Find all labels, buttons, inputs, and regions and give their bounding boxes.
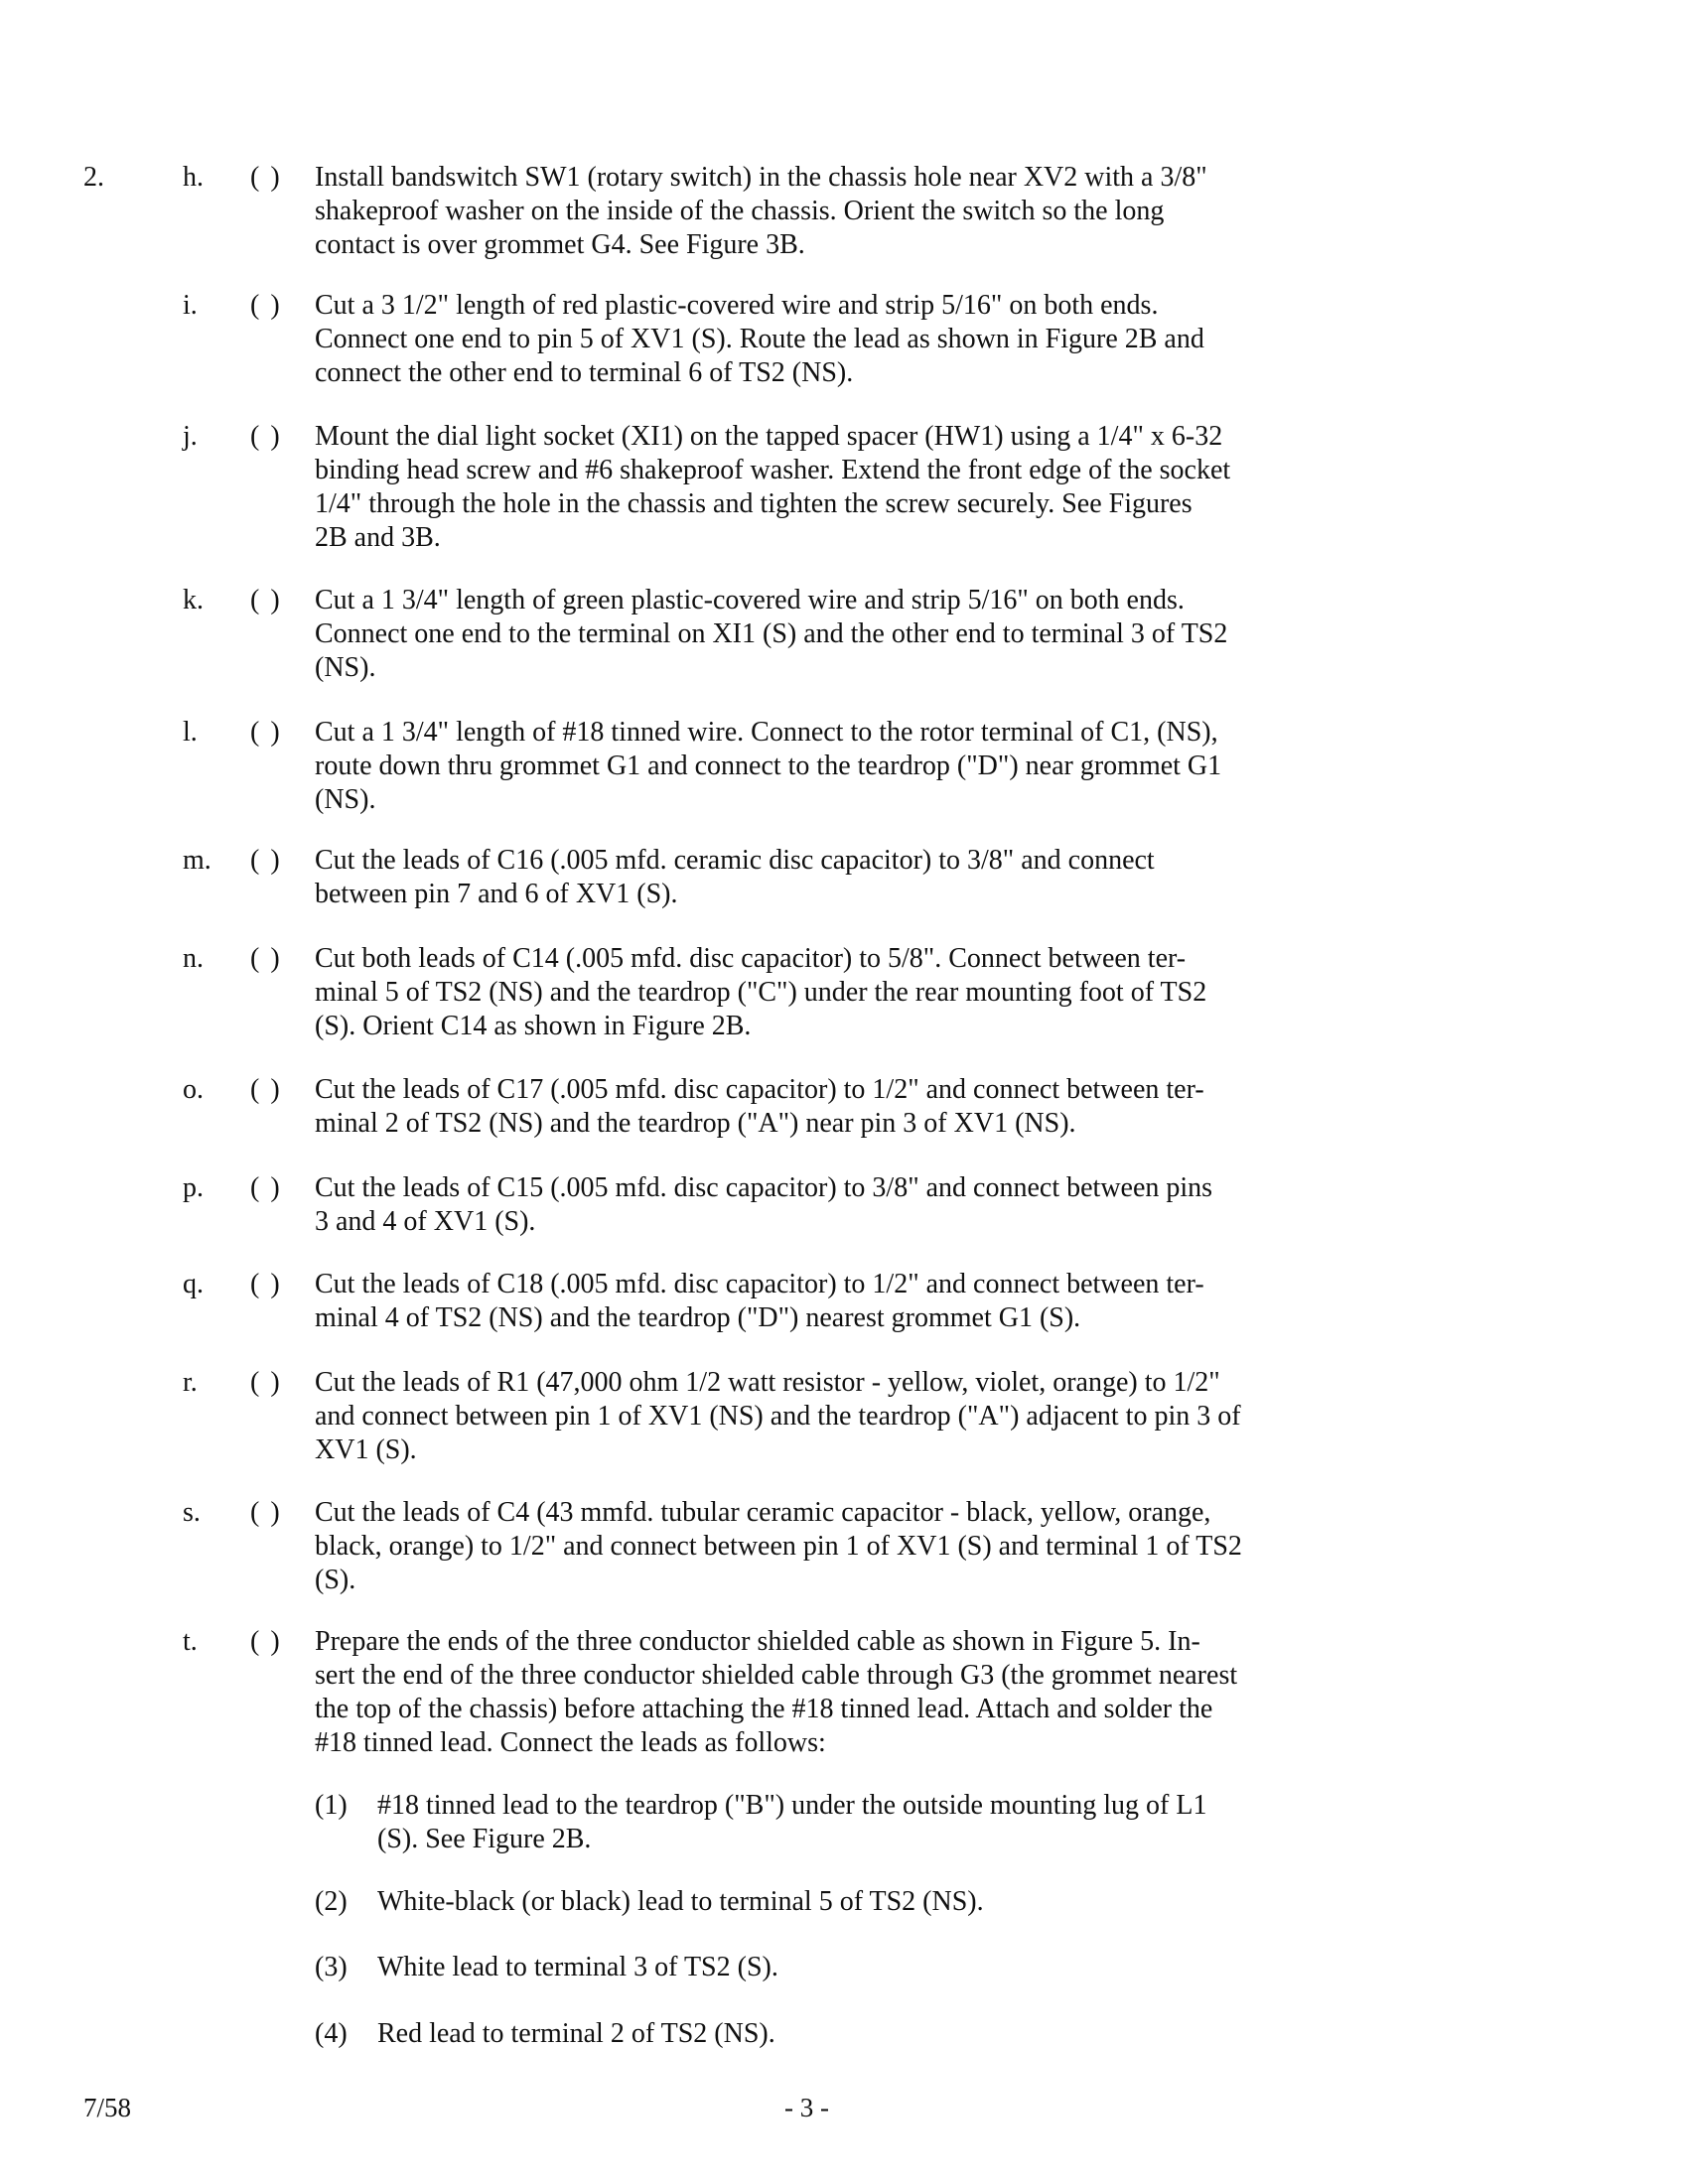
text-line: and connect between pin 1 of XV1 (NS) and the teardrop ("A") adjacent to pin 3 of — [315, 1401, 1241, 1432]
substep-label: (1) — [315, 1790, 348, 1821]
text-line: black, orange) to 1/2" and connect between pin 1 of XV1 (S) and terminal 1 of TS2 — [315, 1531, 1242, 1562]
text-line: contact is over grommet G4. See Figure 3B. — [315, 229, 805, 260]
step-letter: m. — [183, 845, 211, 876]
text-line: minal 4 of TS2 (NS) and the teardrop ("D") nearest grommet G1 (S). — [315, 1302, 1081, 1333]
step-text — [315, 584, 1227, 685]
text-line: 3 and 4 of XV1 (S). — [315, 1206, 536, 1237]
step-text — [315, 942, 1206, 1043]
text-line: (S). See Figure 2B. — [377, 1824, 592, 1854]
text-line: Connect one end to the terminal on XI1 (S) and the other end to terminal 3 of TS2 — [315, 618, 1228, 649]
checkbox[interactable]: ( ) — [250, 1172, 282, 1203]
checkbox[interactable]: ( ) — [250, 845, 282, 876]
step-letter: i. — [183, 290, 198, 321]
checkbox[interactable]: ( ) — [250, 421, 282, 452]
step-text — [315, 420, 1230, 555]
text-line: Red lead to terminal 2 of TS2 (NS). — [377, 2018, 775, 2049]
step-text — [315, 844, 1155, 911]
text-line: White-black (or black) lead to terminal 5 of TS2 (NS). — [377, 1886, 984, 1917]
step-letter: l. — [183, 717, 198, 748]
text-line: #18 tinned lead. Connect the leads as follows: — [315, 1727, 826, 1758]
text-line: Cut both leads of C14 (.005 mfd. disc capacitor) to 5/8". Connect between ter- — [315, 943, 1187, 974]
substep-text — [377, 1789, 1206, 1856]
text-line: connect the other end to terminal 6 of TS2 (NS). — [315, 357, 854, 388]
footer-date: 7/58 — [83, 2093, 132, 2122]
checkbox[interactable]: ( ) — [250, 717, 282, 748]
checkbox[interactable]: ( ) — [250, 585, 282, 615]
text-line: Connect one end to pin 5 of XV1 (S). Route the lead as shown in Figure 2B and — [315, 324, 1204, 354]
text-line: Cut a 1 3/4" length of green plastic-covered wire and strip 5/16" on both ends. — [315, 585, 1185, 615]
text-line: Install bandswitch SW1 (rotary switch) in the chassis hole near XV2 with a 3/8" — [315, 162, 1207, 193]
step-text — [315, 1496, 1242, 1597]
text-line: (S). Orient C14 as shown in Figure 2B. — [315, 1011, 752, 1041]
text-line: Cut the leads of C4 (43 mmfd. tubular ceramic capacitor - black, yellow, orange, — [315, 1497, 1211, 1528]
step-letter: o. — [183, 1074, 204, 1105]
checkbox[interactable]: ( ) — [250, 1269, 282, 1299]
step-text — [315, 716, 1221, 817]
step-text — [315, 1366, 1241, 1467]
text-line: route down thru grommet G1 and connect to the teardrop ("D") near grommet G1 — [315, 751, 1222, 781]
text-line: between pin 7 and 6 of XV1 (S). — [315, 879, 678, 909]
step-letter: h. — [183, 162, 204, 193]
text-line: minal 2 of TS2 (NS) and the teardrop ("A") near pin 3 of XV1 (NS). — [315, 1108, 1076, 1139]
text-line: Cut a 3 1/2" length of red plastic-covered wire and strip 5/16" on both ends. — [315, 290, 1159, 321]
checkbox[interactable]: ( ) — [250, 1367, 282, 1398]
text-line: Cut the leads of C16 (.005 mfd. ceramic disc capacitor) to 3/8" and connect — [315, 845, 1155, 876]
page-number: - 3 - — [784, 2093, 829, 2122]
substep-text — [377, 2017, 775, 2051]
text-line: XV1 (S). — [315, 1434, 417, 1465]
checkbox[interactable]: ( ) — [250, 162, 282, 193]
step-letter: q. — [183, 1269, 204, 1299]
text-line: minal 5 of TS2 (NS) and the teardrop ("C") under the rear mounting foot of TS2 — [315, 977, 1207, 1008]
text-line: the top of the chassis) before attaching the #18 tinned lead. Attach and solder the — [315, 1694, 1213, 1724]
text-line: (S). — [315, 1565, 356, 1595]
substep-label: (3) — [315, 1952, 348, 1982]
text-line: Cut the leads of C15 (.005 mfd. disc capacitor) to 3/8" and connect between pins — [315, 1172, 1213, 1203]
step-text — [315, 161, 1207, 262]
substep-label: (4) — [315, 2018, 348, 2049]
step-text — [315, 1625, 1237, 1760]
text-line: White lead to terminal 3 of TS2 (S). — [377, 1952, 778, 1982]
text-line: shakeproof washer on the inside of the chassis. Orient the switch so the long — [315, 196, 1165, 226]
text-line: Cut the leads of R1 (47,000 ohm 1/2 watt resistor - yellow, violet, orange) to 1/2" — [315, 1367, 1220, 1398]
text-line: Mount the dial light socket (XI1) on the tapped spacer (HW1) using a 1/4" x 6-32 — [315, 421, 1223, 452]
step-letter: r. — [183, 1367, 198, 1398]
text-line: 2B and 3B. — [315, 522, 441, 553]
text-line: Prepare the ends of the three conductor shielded cable as shown in Figure 5. In- — [315, 1626, 1200, 1657]
text-line: (NS). — [315, 652, 376, 683]
step-text — [315, 1268, 1204, 1335]
step-letter: n. — [183, 943, 204, 974]
text-line: (NS). — [315, 784, 376, 815]
step-letter: k. — [183, 585, 204, 615]
step-letter: s. — [183, 1497, 201, 1528]
text-line: 1/4" through the hole in the chassis and tighten the screw securely. See Figures — [315, 488, 1193, 519]
checkbox[interactable]: ( ) — [250, 1626, 282, 1657]
checkbox[interactable]: ( ) — [250, 1074, 282, 1105]
substep-text — [377, 1951, 778, 1984]
checkbox[interactable]: ( ) — [250, 943, 282, 974]
step-letter: t. — [183, 1626, 198, 1657]
section-number: 2. — [83, 162, 104, 193]
step-text — [315, 1171, 1212, 1239]
text-line: sert the end of the three conductor shielded cable through G3 (the grommet nearest — [315, 1660, 1238, 1691]
step-text — [315, 1073, 1204, 1141]
step-letter: p. — [183, 1172, 204, 1203]
step-letter: j. — [183, 421, 198, 452]
text-line: Cut a 1 3/4" length of #18 tinned wire. Connect to the rotor terminal of C1, (NS), — [315, 717, 1218, 748]
text-line: Cut the leads of C17 (.005 mfd. disc capacitor) to 1/2" and connect between ter- — [315, 1074, 1204, 1105]
text-line: binding head screw and #6 shakeproof washer. Extend the front edge of the socket — [315, 455, 1231, 485]
text-line: Cut the leads of C18 (.005 mfd. disc capacitor) to 1/2" and connect between ter- — [315, 1269, 1204, 1299]
checkbox[interactable]: ( ) — [250, 1497, 282, 1528]
checkbox[interactable]: ( ) — [250, 290, 282, 321]
substep-label: (2) — [315, 1886, 348, 1917]
substep-text — [377, 1885, 984, 1919]
step-text — [315, 289, 1204, 390]
text-line: #18 tinned lead to the teardrop ("B") under the outside mounting lug of L1 — [377, 1790, 1207, 1821]
